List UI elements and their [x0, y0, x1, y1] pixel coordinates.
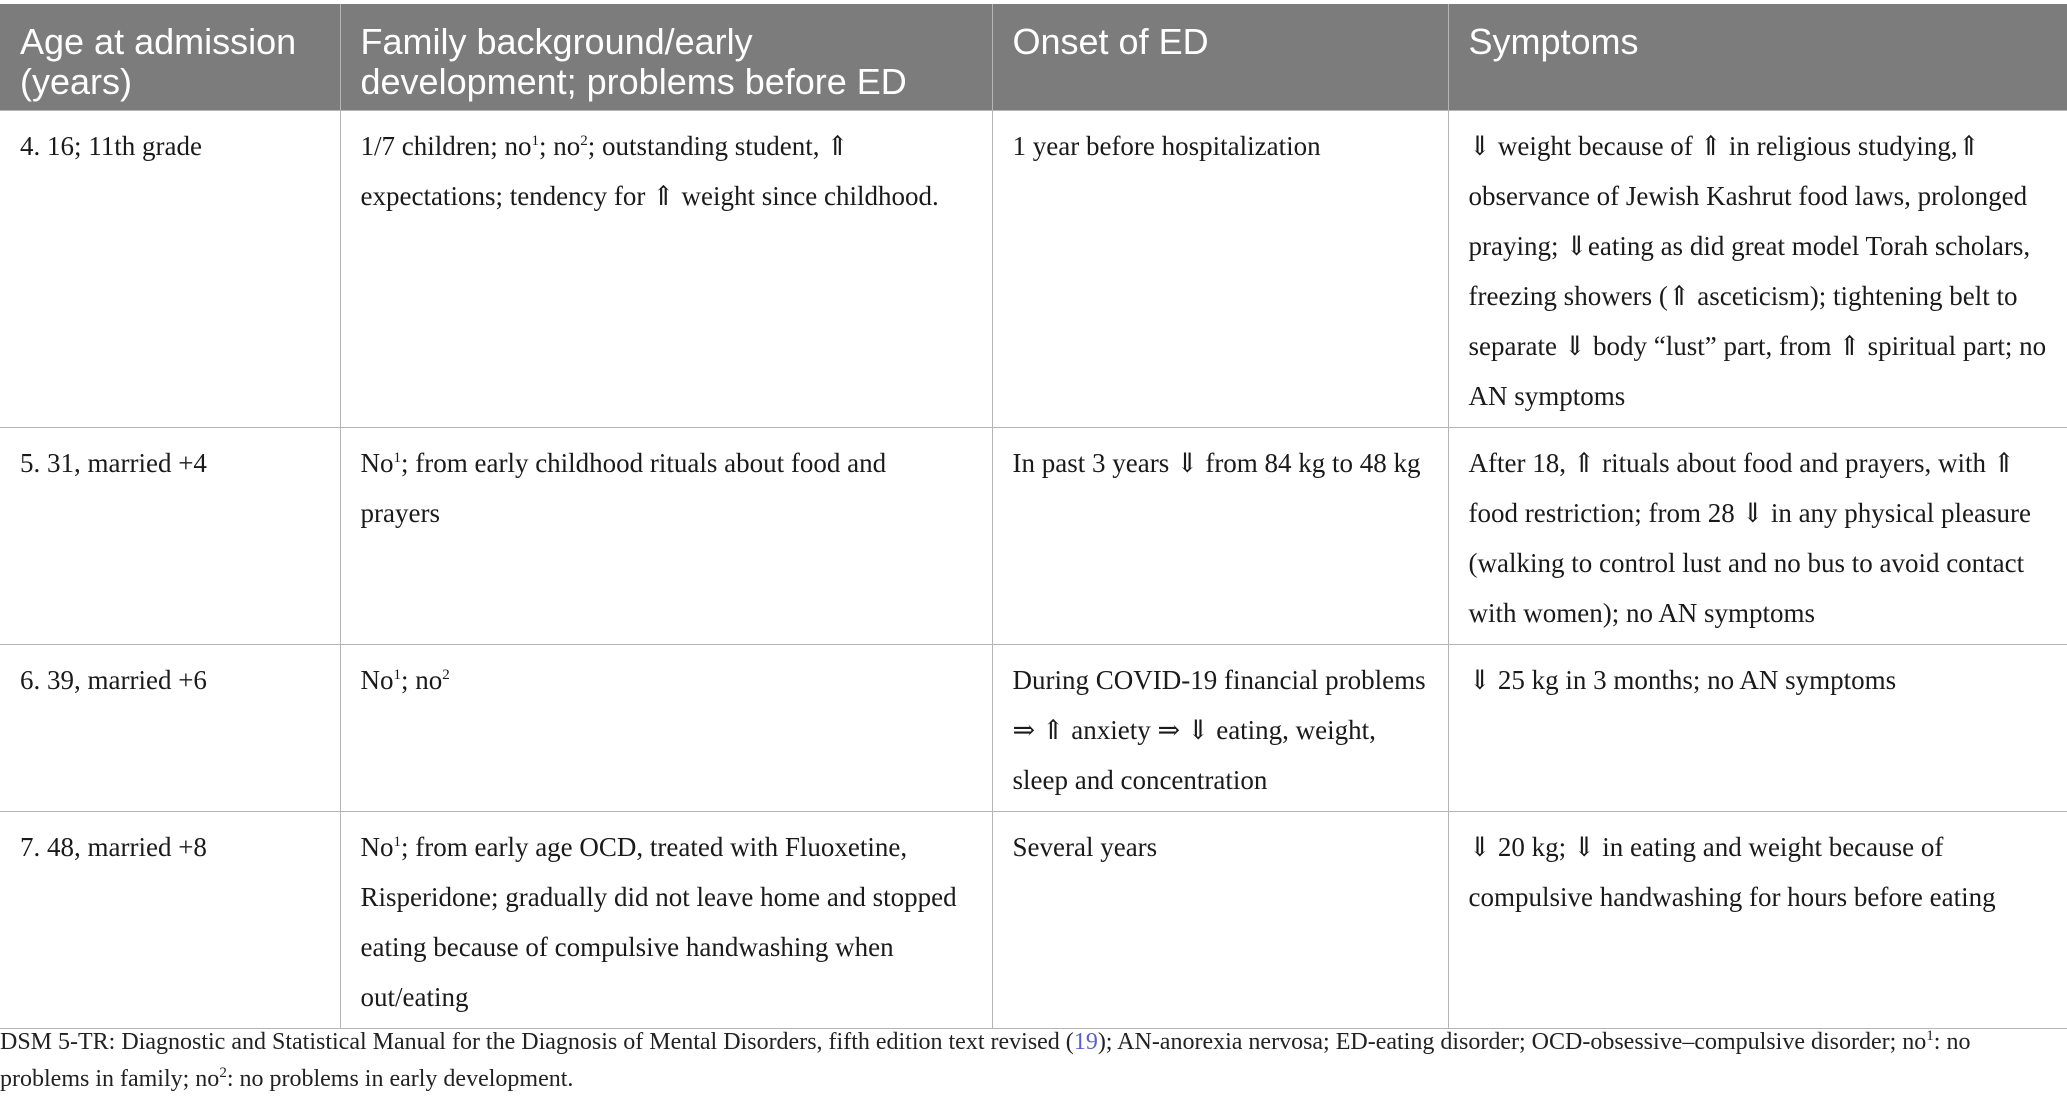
cell-symptoms: ⇓ weight because of ⇑ in religious studying,⇑ observance of Jewish Kashrut food laws, prolonged praying; ⇓eating as did great model Torah scholars, freezing showers (⇑ asceticism); tightening belt to separate ⇓ body “lust” part, from ⇑ spiritual part; no AN symptoms — [1448, 111, 2067, 428]
cell-family — [340, 645, 992, 812]
cell-text: No — [360, 832, 394, 862]
footnote-text: ); AN-anorexia nervosa; ED-eating disorder; OCD-obsessive–compulsive disorder; no — [1097, 1029, 1927, 1055]
cell-onset: Several years — [992, 812, 1448, 1029]
cell-text: ; from early age OCD, treated with Fluoxetine, Risperidone; gradually did not leave home and stopped eating because of compulsive handwashing when out/eating — [360, 832, 957, 1012]
cell-family — [340, 812, 992, 1029]
superscript-1: 1 — [393, 667, 401, 683]
cell-symptoms: ⇓ 20 kg; ⇓ in eating and weight because of compulsive handwashing for hours before eating — [1448, 812, 2067, 1029]
case-table — [0, 4, 2067, 1029]
footnote-text: DSM 5-TR: Diagnostic and Statistical Manual for the Diagnosis of Mental Disorders, fifth edition text revised ( — [0, 1029, 1074, 1055]
cell-age: 7. 48, married +8 — [0, 812, 340, 1029]
cell-age: 5. 31, married +4 — [0, 428, 340, 645]
table-row — [0, 812, 2067, 1029]
cell-age: 4. 16; 11th grade — [0, 111, 340, 428]
header-symptoms: Symptoms — [1448, 4, 2067, 111]
superscript-2: 2 — [442, 667, 450, 683]
table-footnote — [0, 1024, 2040, 1098]
footnote-text: : no problems in early development. — [226, 1066, 574, 1092]
header-age: Age at admission (years) — [0, 4, 340, 111]
table-header — [0, 4, 2067, 111]
cell-text: 1/7 children; no — [360, 131, 532, 161]
cell-family — [340, 428, 992, 645]
table-row — [0, 111, 2067, 428]
table-row — [0, 428, 2067, 645]
case-table-container — [0, 4, 2067, 1029]
header-row — [0, 4, 2067, 111]
footnote-text: : no problems in family; no — [0, 1029, 1971, 1092]
cell-text: ; no — [538, 131, 581, 161]
superscript-1: 1 — [393, 450, 401, 466]
superscript-1: 1 — [1926, 1028, 1934, 1044]
cell-text: No — [360, 665, 394, 695]
cell-text: No — [360, 448, 394, 478]
superscript-2: 2 — [580, 133, 588, 149]
superscript-1: 1 — [393, 834, 401, 850]
cell-family — [340, 111, 992, 428]
cell-symptoms: After 18, ⇑ rituals about food and prayers, with ⇑ food restriction; from 28 ⇓ in any physical pleasure (walking to control lust and no bus to avoid contact with women); no AN symptoms — [1448, 428, 2067, 645]
cell-text: ; from early childhood rituals about food and prayers — [360, 448, 887, 528]
cell-age: 6. 39, married +6 — [0, 645, 340, 812]
header-family-background: Family background/early development; problems before ED — [340, 4, 992, 111]
cell-onset: During COVID-19 financial problems ⇒ ⇑ anxiety ⇒ ⇓ eating, weight, sleep and concentration — [992, 645, 1448, 812]
table-row — [0, 645, 2067, 812]
superscript-1: 1 — [531, 133, 539, 149]
cell-text: ; outstanding student, ⇑ expectations; tendency for ⇑ weight since childhood. — [360, 131, 939, 211]
superscript-2: 2 — [219, 1065, 227, 1081]
cell-text: ; no — [401, 665, 443, 695]
cell-onset: In past 3 years ⇓ from 84 kg to 48 kg — [992, 428, 1448, 645]
table-body — [0, 111, 2067, 1029]
header-onset: Onset of ED — [992, 4, 1448, 111]
cell-symptoms: ⇓ 25 kg in 3 months; no AN symptoms — [1448, 645, 2067, 812]
reference-link[interactable]: 19 — [1073, 1029, 1098, 1055]
cell-onset: 1 year before hospitalization — [992, 111, 1448, 428]
